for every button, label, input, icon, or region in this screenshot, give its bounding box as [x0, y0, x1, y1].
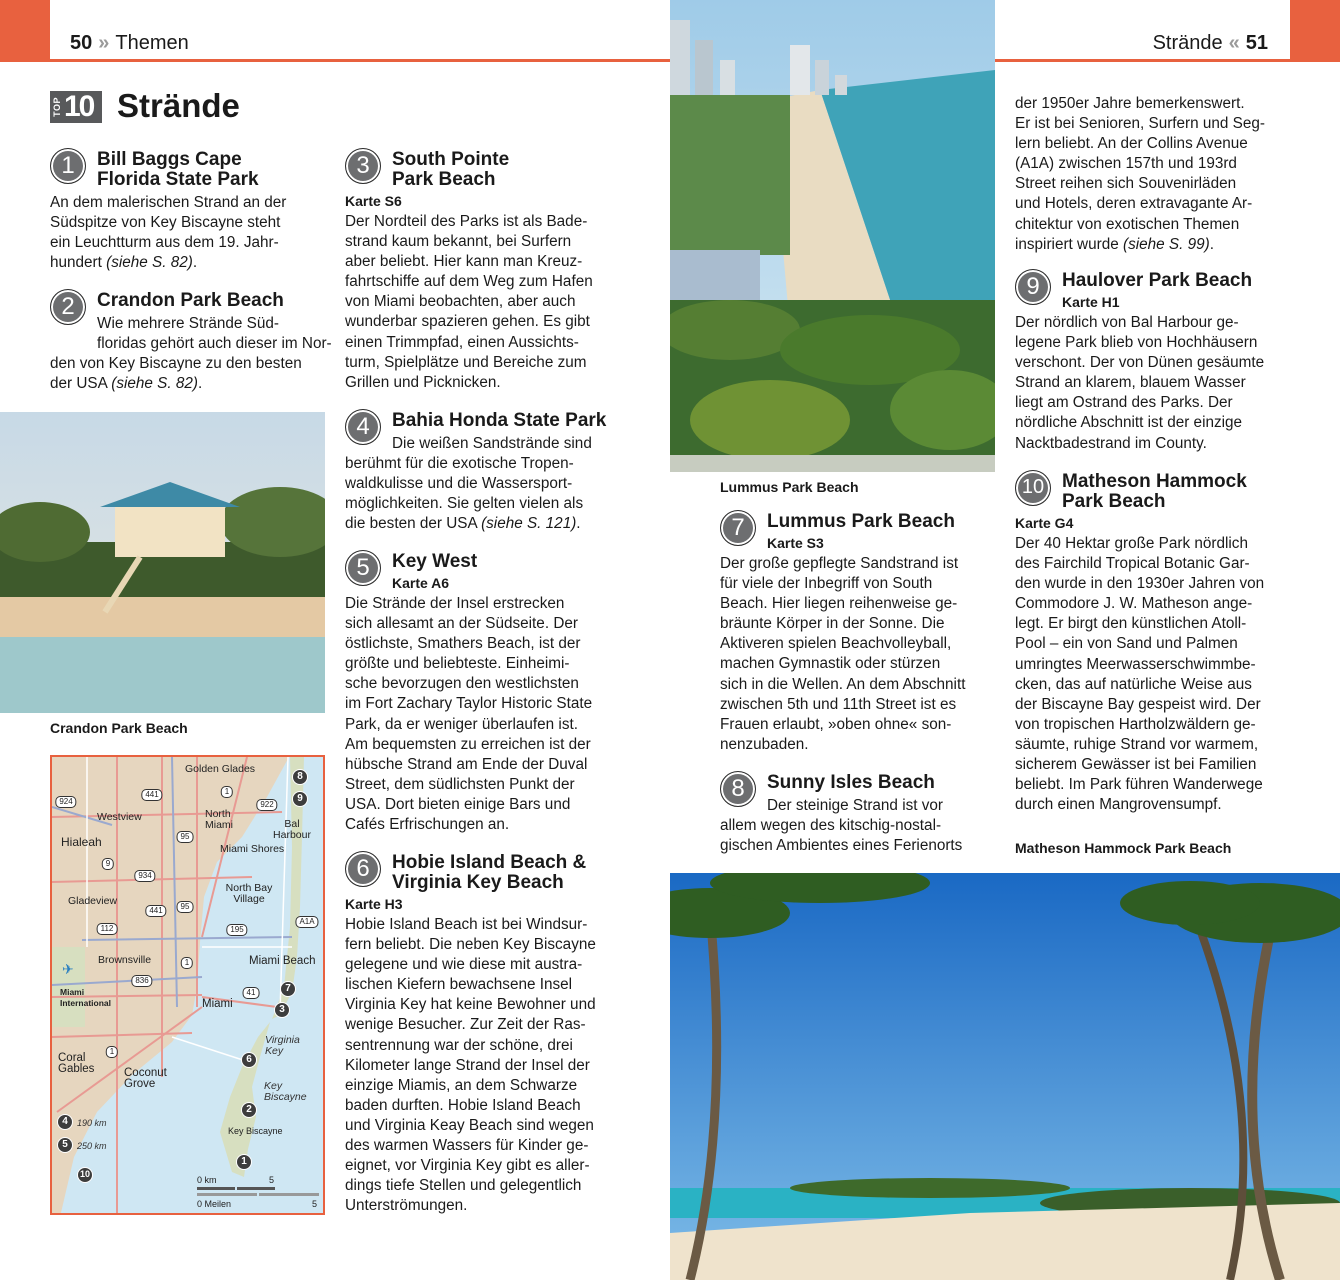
entry-title: Key West: [392, 551, 478, 572]
map-marker: 2: [241, 1102, 257, 1118]
entry-body: [50, 314, 330, 394]
beach-entry: [50, 150, 330, 273]
text-line: [345, 514, 625, 534]
text-line: lern beliebt. An der Collins Avenue: [1015, 135, 1248, 153]
map-marker: 10: [77, 1167, 93, 1183]
header-accent-right: [1290, 0, 1340, 62]
text-line: Unterströmungen.: [345, 1197, 468, 1215]
beach-entry: [720, 512, 1000, 755]
text-line: waldkulisse und die Wassersport-: [345, 475, 573, 493]
route-shield: 41: [243, 987, 260, 999]
entry-title: Bill Baggs Cape: [97, 149, 242, 170]
text-line: bräunte Körper in der Sonne. Die: [720, 615, 945, 633]
number-badge: 4: [345, 409, 381, 445]
chevron-left-icon: «: [1228, 32, 1240, 54]
text-line: Er ist bei Senioren, Surfern und Seg-: [1015, 115, 1265, 133]
text-segment: .: [192, 254, 198, 272]
entry-body: [1015, 94, 1295, 255]
map-marker: 8: [292, 769, 308, 785]
entry-title: Crandon Park Beach: [97, 290, 284, 311]
map-marker: 6: [241, 1052, 257, 1068]
text-line: (A1A) zwischen 157th und 193rd: [1015, 155, 1237, 173]
scale-label: 0 Meilen: [197, 1199, 232, 1209]
map-reference: Karte H1: [1062, 294, 1120, 310]
photo-lummus-park-beach: [670, 0, 995, 472]
text-line: den wurde in den 1930er Jahren von: [1015, 575, 1265, 593]
entry-body: [720, 796, 1000, 856]
text-line: Park, da er weniger überlaufen ist.: [345, 715, 578, 733]
text-line: sche bevorzugen den westlichsten: [345, 675, 579, 693]
entry-body: [50, 193, 330, 273]
text-line: eignet, vor Virginia Key gibt es aller-: [345, 1157, 590, 1175]
text-line: cken, das auf natürliche Weise aus: [1015, 675, 1252, 693]
route-shield: 934: [134, 870, 155, 882]
map-marker: 3: [274, 1002, 290, 1018]
text-line: umringtes Meerwasserschwimmbe-: [1015, 655, 1256, 673]
map-reference: Karte H3: [345, 896, 403, 912]
route-shield: 9: [102, 858, 114, 870]
map-reference: Karte S6: [345, 193, 402, 209]
text-line: der Biscayne Bay gespeist wird. Der: [1015, 695, 1261, 713]
text-line: fahrtschiffe auf dem Weg zum Hafen: [345, 273, 593, 291]
entry-body: [345, 434, 625, 534]
number-badge: 5: [345, 550, 381, 586]
map-marker: 1: [236, 1154, 252, 1170]
text-line: legene Park blieb von Hochhäusern: [1015, 334, 1258, 352]
route-shield: 195: [226, 924, 247, 936]
entry-title: Sunny Isles Beach: [767, 772, 935, 793]
text-line: machen Gymnastik oder stürzen: [720, 655, 941, 673]
text-line: beliebt. Im Park führen Wanderwege: [1015, 776, 1263, 794]
text-segment: .: [197, 375, 203, 393]
text-line: strand kaum bekannt, bei Surfern: [345, 233, 572, 251]
text-line: Der große gepflegte Sandstrand ist: [720, 555, 959, 572]
text-line: zwischen 5th und 11th Street ist es: [720, 695, 957, 713]
entry-title: Lummus Park Beach: [767, 511, 955, 532]
map-label: Brownsville: [98, 954, 152, 966]
text-line: nenzubaden.: [720, 735, 809, 753]
header-rule-left: [0, 59, 670, 62]
map-label: Miami: [202, 998, 233, 1010]
map-label: North Bay Village: [225, 882, 273, 905]
text-line: baden durften. Hobie Island Beach: [345, 1096, 581, 1114]
text-line: berühmt für die exotische Tropen-: [345, 455, 574, 473]
text-line: An dem malerischen Strand an der: [50, 194, 287, 211]
text-line: ein Leuchtturm aus dem 19. Jahr-: [50, 234, 279, 252]
text-line: Am bequemsten zu erreichen ist der: [345, 735, 591, 753]
page-title: Strände: [117, 87, 240, 124]
map-reference: Karte G4: [1015, 515, 1074, 531]
text-line: floridas gehört auch dieser im Nor-: [97, 335, 332, 353]
header-accent-left: [0, 0, 50, 62]
beach-entry: [1015, 271, 1295, 454]
number-badge: 10: [1015, 470, 1051, 506]
text-segment: inspiriert wurde: [1015, 235, 1123, 253]
text-line: einzige Miamis, an dem Schwarze: [345, 1076, 578, 1094]
running-head-left: [70, 31, 189, 55]
text-line: sich allesamt an der Südseite. Der: [345, 615, 578, 633]
text-line: lischen Kiefern bewachsene Insel: [345, 976, 573, 994]
text-line: fern beliebt. Die neben Key Biscayne: [345, 936, 596, 954]
number-badge: 3: [345, 148, 381, 184]
text-line: der 1950er Jahre bemerkenswert.: [1015, 95, 1245, 112]
map-label: Virginia Key: [265, 1034, 300, 1057]
entry-title: Virginia Key Beach: [392, 872, 564, 893]
photo-crandon-park-beach: [0, 412, 325, 713]
route-shield: 1: [221, 786, 233, 798]
number-badge: 8: [720, 771, 756, 807]
text-line: legt. Er birgt den künstlichen Atoll-: [1015, 615, 1247, 633]
scale-label: 0 km: [197, 1175, 217, 1185]
text-line: chitektur von exotischen Themen: [1015, 215, 1240, 233]
entry-title: Matheson Hammock: [1062, 471, 1247, 492]
map-label: Key Biscayne: [228, 1126, 283, 1136]
photo-matheson-hammock-park-beach: [670, 873, 1340, 1280]
entry-title: Park Beach: [1062, 491, 1166, 512]
text-line: einen Trimmpfad, einen Aussichts-: [345, 333, 579, 351]
text-line: Street reihen sich Souvenirläden: [1015, 175, 1237, 193]
beach-entry: [345, 411, 625, 534]
text-line: gelegene und wie diese mit austra-: [345, 956, 583, 974]
entry-title: Haulover Park Beach: [1062, 270, 1253, 291]
text-line: liegt am Ostrand des Parks. Der: [1015, 394, 1233, 412]
map-marker: 4: [57, 1114, 73, 1130]
map-marker: 9: [292, 791, 308, 807]
text-line: Grillen und Picknicken.: [345, 373, 501, 391]
section-name: Themen: [115, 32, 189, 54]
text-line: und Hotels, deren extravagante Ar-: [1015, 195, 1253, 213]
text-line: [1015, 235, 1295, 255]
page-number: 51: [1245, 32, 1268, 54]
photo-caption: Lummus Park Beach: [720, 479, 859, 495]
text-line: im Fort Zachary Taylor Historic State: [345, 695, 593, 713]
text-line: Pool – ein von Sand und Palmen: [1015, 635, 1238, 653]
map-distance: 190 km: [77, 1118, 107, 1128]
entry-title: Park Beach: [392, 169, 496, 190]
text-line: größte und beliebteste. Einheimi-: [345, 655, 570, 673]
scale-label: 5: [269, 1175, 275, 1185]
route-shield: 922: [256, 799, 277, 811]
route-shield: 836: [131, 975, 152, 987]
route-shield: 112: [97, 923, 118, 935]
map-label: Gladeview: [68, 895, 118, 907]
section-name: Strände: [1152, 32, 1223, 54]
beach-entry: [720, 773, 1000, 856]
text-line: säumte, ruhige Strand vor warmem,: [1015, 735, 1259, 753]
chevron-right-icon: »: [98, 32, 110, 54]
entry-title: Hobie Island Beach &: [392, 852, 587, 873]
route-shield: 1: [181, 957, 193, 969]
text-line: des Fairchild Tropical Botanic Gar-: [1015, 555, 1250, 573]
text-line: von Miami beobachten, aber auch: [345, 293, 576, 311]
page-reference: (siehe S. 121): [481, 515, 577, 533]
text-line: [50, 374, 330, 394]
map-label: Miami International: [60, 987, 112, 1008]
entry-body: [1015, 313, 1295, 454]
text-line: Die Strände der Insel erstrecken: [345, 595, 565, 612]
page-reference: (siehe S. 99): [1122, 235, 1210, 253]
number-badge: 6: [345, 851, 381, 887]
map-label: Coral Gables: [58, 1052, 95, 1075]
running-head-right: [1153, 31, 1268, 55]
map-label: Key Biscayne: [264, 1080, 307, 1103]
text-line: östlichste, Smathers Beach, ist der: [345, 635, 581, 653]
route-shield: 441: [141, 789, 162, 801]
text-line: sicherem Gewässer ist bei Familien: [1015, 756, 1257, 774]
number-badge: 2: [50, 289, 86, 325]
beach-entry: [1015, 472, 1295, 815]
text-line: von tropischen Hartholzwäldern ge-: [1015, 715, 1256, 733]
text-line: Strand an klarem, blauem Wasser: [1015, 374, 1246, 392]
text-line: Frauen erlaubt, »oben ohne« son-: [720, 715, 952, 733]
logo-ten: 10: [64, 90, 94, 123]
text-line: gischen Ambientes eines Ferienorts: [720, 837, 963, 855]
text-segment: der USA: [50, 375, 112, 393]
text-line: für viele der Inbegriff von South: [720, 575, 933, 593]
text-line: wunderbar spazieren gehen. Es gibt: [345, 313, 590, 331]
text-line: turm, Spielplätze und Bereiche zum: [345, 353, 587, 371]
entry-title: Bahia Honda State Park: [392, 410, 607, 431]
beach-entry: [50, 291, 330, 394]
text-line: Commodore J. W. Matheson ange-: [1015, 595, 1253, 613]
text-line: Cafés Erfrischungen an.: [345, 816, 510, 834]
page-reference: (siehe S. 82): [106, 254, 193, 272]
text-line: des warmen Wassers für Kinder ge-: [345, 1137, 589, 1155]
text-line: Kilometer lange Strand der Insel der: [345, 1056, 590, 1074]
text-line: Der steinige Strand ist vor: [767, 797, 943, 814]
map-reference: Karte A6: [392, 575, 450, 591]
text-line: Street, dem südlichsten Punkt der: [345, 775, 575, 793]
text-line: sich in die Wellen. An dem Abschnitt: [720, 675, 966, 693]
beach-entry: [345, 853, 625, 1216]
text-segment: die besten der USA: [345, 515, 482, 533]
route-shield: 441: [145, 905, 166, 917]
map-label: Coconut Grove: [124, 1067, 167, 1090]
map-label: Hialeah: [61, 835, 102, 849]
route-shield: 95: [177, 831, 194, 843]
map-label: Miami Beach: [249, 955, 316, 967]
beach-entry: [345, 150, 625, 393]
number-badge: 9: [1015, 269, 1051, 305]
text-line: Der 40 Hektar große Park nördlich: [1015, 535, 1248, 552]
text-line: Wie mehrere Strände Süd-: [97, 315, 279, 332]
text-line: aber beliebt. Hier kann man Kreuz-: [345, 253, 583, 271]
text-segment: .: [1209, 235, 1214, 253]
map-label: Golden Glades: [185, 763, 256, 775]
text-line: USA. Dort bieten einige Bars und: [345, 795, 571, 813]
text-line: den von Key Biscayne zu den besten: [50, 355, 302, 373]
text-line: Die weißen Sandstrände sind: [392, 435, 592, 452]
entry-body: [345, 212, 625, 393]
header-rule-right: [995, 59, 1340, 62]
number-badge: 1: [50, 148, 86, 184]
text-line: Nacktbadestrand im County.: [1015, 434, 1207, 452]
text-line: wenige Besucher. Zur Zeit der Ras-: [345, 1016, 586, 1034]
text-line: Beach. Hier liegen reihenweise ge-: [720, 595, 958, 613]
entry-title: South Pointe: [392, 149, 510, 170]
entry-body: [1015, 534, 1295, 815]
text-line: Hobie Island Beach ist bei Windsur-: [345, 916, 588, 933]
text-line: verschont. Der von Dünen gesäumte: [1015, 354, 1265, 372]
page-reference: (siehe S. 82): [111, 375, 198, 393]
text-segment: hundert: [50, 254, 107, 272]
map-reference: Karte S3: [767, 535, 824, 551]
beach-entry: [1015, 94, 1295, 255]
map-marker: 7: [280, 981, 296, 997]
text-line: Der nördlich von Bal Harbour ge-: [1015, 314, 1239, 331]
text-line: Südspitze von Key Biscayne steht: [50, 214, 281, 232]
map-distance: 250 km: [77, 1141, 107, 1151]
route-shield: 1: [106, 1046, 118, 1058]
map-miami-beaches: [50, 755, 325, 1215]
text-line: durch einen Mangrovensumpf.: [1015, 796, 1222, 814]
map-label: Miami Shores: [220, 843, 285, 855]
map-marker: 5: [57, 1137, 73, 1153]
route-shield: A1A: [295, 916, 318, 928]
text-line: und Virginia Keay Beach sind wegen: [345, 1116, 594, 1134]
text-line: [50, 253, 330, 273]
airport-icon: ✈: [62, 961, 74, 977]
number-badge: 7: [720, 510, 756, 546]
text-line: dings tiefe Stellen und gelegentlich: [345, 1177, 582, 1195]
map-label: Westview: [97, 811, 142, 823]
text-line: sentrennung war der schöne, drei: [345, 1036, 573, 1054]
entry-body: [345, 915, 625, 1216]
route-shield: 95: [177, 901, 194, 913]
page-number: 50: [70, 32, 93, 54]
logo-top: TOP: [52, 97, 62, 117]
beach-entry: [345, 552, 625, 835]
entry-body: [345, 594, 625, 835]
text-line: möglichkeiten. Sie gelten vielen als: [345, 495, 584, 513]
top10-logo: [50, 91, 102, 123]
text-line: nördliche Abschnitt ist der einzige: [1015, 414, 1243, 432]
text-line: hübsche Strand am Ende der Duval: [345, 755, 588, 773]
map-label: North Miami: [205, 808, 233, 831]
route-shield: 924: [55, 796, 76, 808]
text-line: Virginia Key hat keine Bewohner und: [345, 996, 596, 1014]
photo-caption: Matheson Hammock Park Beach: [1015, 840, 1232, 856]
text-segment: .: [576, 515, 581, 533]
photo-caption: Crandon Park Beach: [50, 720, 188, 736]
scale-label: 5: [312, 1199, 318, 1209]
text-line: Aktiveren spielen Beachvolleyball,: [720, 635, 952, 653]
text-line: allem wegen des kitschig-nostal-: [720, 817, 942, 835]
text-line: Der Nordteil des Parks ist als Bade-: [345, 213, 588, 230]
map-label: Bal Harbour: [273, 818, 311, 841]
entry-title: Florida State Park: [97, 169, 259, 190]
entry-body: [720, 554, 1000, 755]
